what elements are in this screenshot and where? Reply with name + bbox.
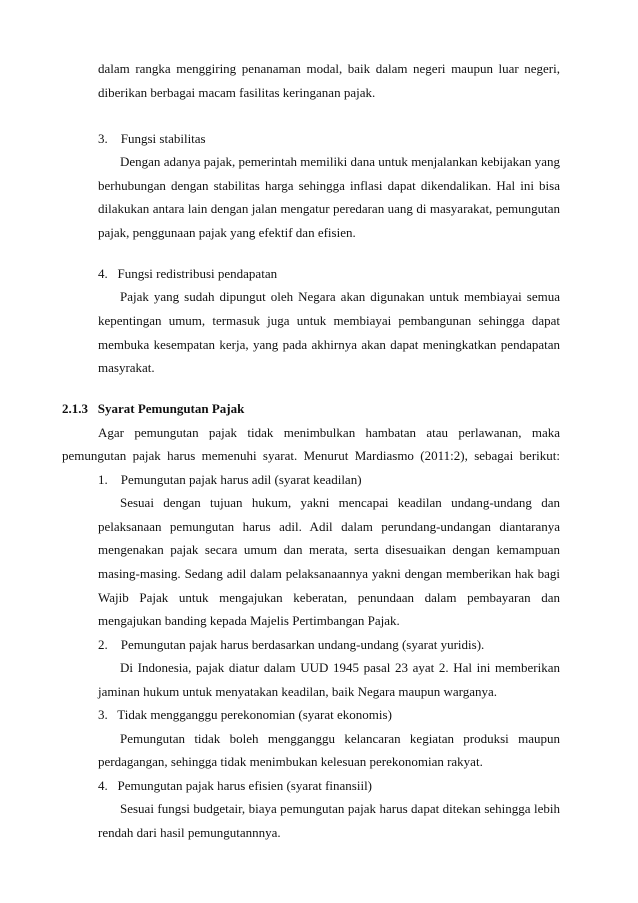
point-2-line-2: jaminan hukum untuk menyatakan keadilan, baik Negara maupun warganya. [98, 684, 498, 699]
item-3-line-4: pajak, penggunaan pajak yang efektif dan efisien. [98, 225, 356, 240]
item-4-line-4: masyrakat. [98, 360, 155, 375]
item-4-line-1: Pajak yang sudah dipungut oleh Negara akan digunakan untuk membiayai semua [120, 289, 560, 304]
point-3-heading: 3. Tidak mengganggu perekonomian (syarat ekonomis) [98, 707, 392, 722]
item-3-heading: 3. Fungsi stabilitas [98, 131, 206, 146]
intro-line-2: diberikan berbagai macam fasilitas keringanan pajak. [98, 85, 376, 100]
point-1-line-4: masing-masing. Sedang adil dalam pelaksanaannya yakni dengan memberikan hak bagi [98, 566, 560, 581]
point-1-line-1: Sesuai dengan tujuan hukum, yakni mencapai keadilan undang-undang dan [120, 495, 560, 510]
item-4-line-2: kepentingan umum, termasuk juga untuk membiayai pembangunan sehingga dapat [98, 313, 560, 328]
point-3-line-2: perdagangan, sehingga tidak menimbukan kelesuan perekonomian rakyat. [98, 754, 483, 769]
item-3-line-1: Dengan adanya pajak, pemerintah memiliki dana untuk menjalankan kebijakan yang [120, 154, 560, 169]
point-4-line-2: rendah dari hasil pemungutannnya. [98, 825, 281, 840]
point-1-line-5: Wajib Pajak untuk mengajukan keberatan, penundaan dalam pembayaran dan [98, 590, 560, 605]
section-intro-line-2: pemungutan pajak harus memenuhi syarat. Menurut Mardiasmo (2011:2), sebagai berikut: [62, 448, 560, 463]
point-1-heading: 1. Pemungutan pajak harus adil (syarat keadilan) [98, 472, 362, 487]
point-1-line-6: mengajukan banding kepada Majelis Pertimbangan Pajak. [98, 613, 400, 628]
point-1-line-2: pelaksanaan pemungutan harus adil. Adil dalam perundang-undangan diantaranya [98, 519, 560, 534]
item-4-line-3: membuka kesempatan kerja, yang pada akhirnya akan dapat meningkatkan pendapatan [98, 337, 560, 352]
point-3-line-1: Pemungutan tidak boleh mengganggu kelancaran kegiatan produksi maupun [120, 731, 560, 746]
intro-line-1: dalam rangka menggiring penanaman modal, baik dalam negeri maupun luar negeri, [98, 61, 560, 76]
point-1-line-3: mengenakan pajak secara umum dan merata, serta disesuaikan dengan kemampuan [98, 542, 560, 557]
point-2-line-1: Di Indonesia, pajak diatur dalam UUD 1945 pasal 23 ayat 2. Hal ini memberikan [120, 660, 560, 675]
point-4-heading: 4. Pemungutan pajak harus efisien (syarat finansiil) [98, 778, 373, 793]
point-2-heading: 2. Pemungutan pajak harus berdasarkan undang-undang (syarat yuridis). [98, 637, 485, 652]
section-intro-line-1: Agar pemungutan pajak tidak menimbulkan hambatan atau perlawanan, maka [98, 425, 560, 440]
section-heading: 2.1.3 Syarat Pemungutan Pajak [62, 401, 245, 416]
item-3-line-2: berhubungan dengan stabilitas harga sehingga inflasi dapat dikendalikan. Hal ini bisa [98, 178, 560, 193]
item-4-heading: 4. Fungsi redistribusi pendapatan [98, 266, 278, 281]
item-3-line-3: dilakukan antara lain dengan jalan mengatur peredaran uang di masyarakat, pemungutan [98, 201, 560, 216]
point-4-line-1: Sesuai fungsi budgetair, biaya pemungutan pajak harus dapat ditekan sehingga lebih [120, 801, 560, 816]
